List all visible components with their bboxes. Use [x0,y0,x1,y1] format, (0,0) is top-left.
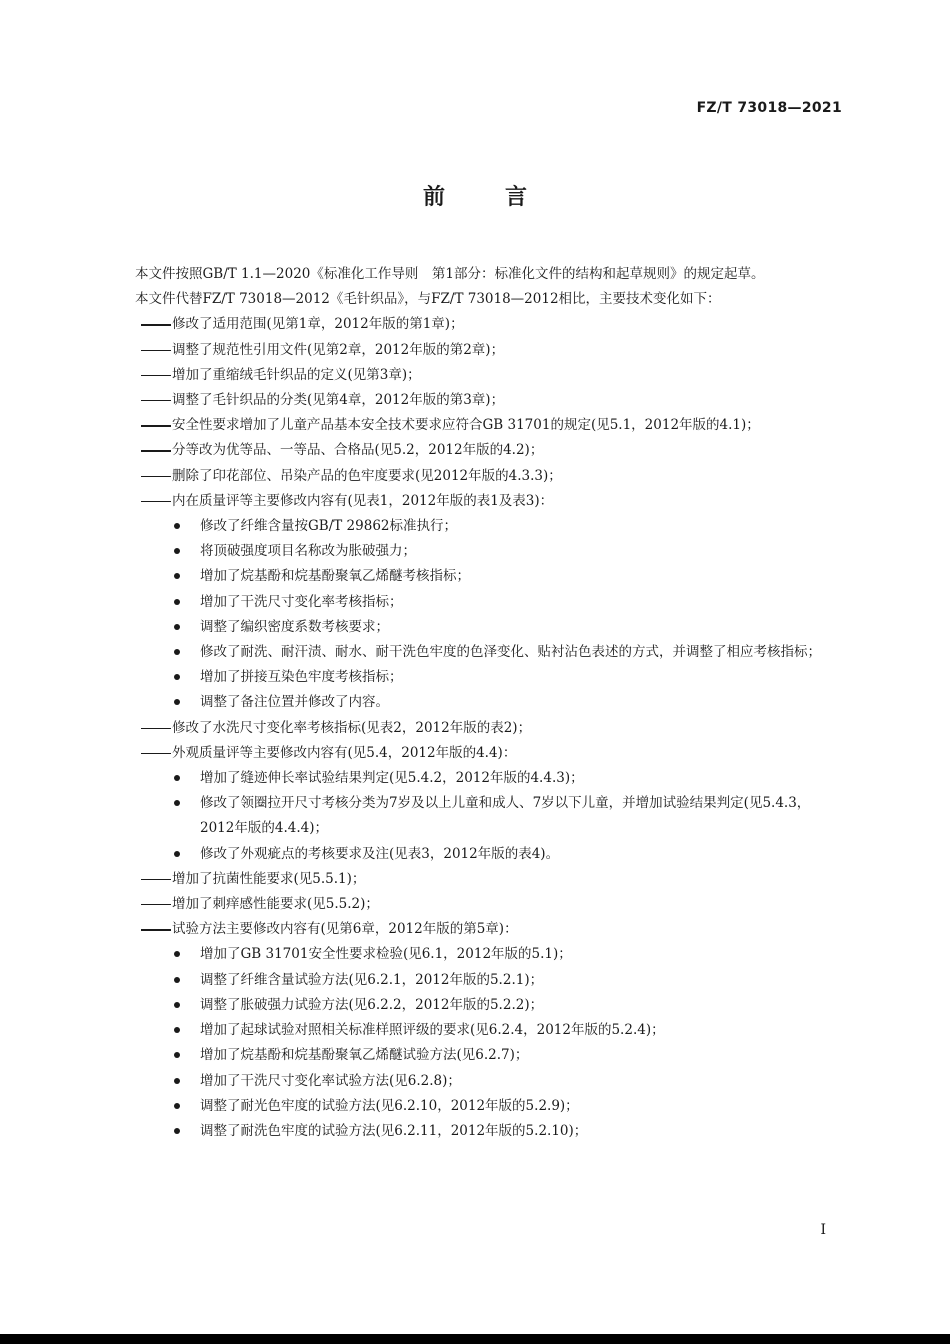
change-subitem [108,842,844,867]
change-text: 调整了纤维含量试验方法(见6.2.1，2012年版的5.2.1)； [200,971,544,988]
change-text: 分等改为优等品、一等品、合格品(见5.2，2012年版的4.2)； [172,442,544,459]
change-subitem [108,993,844,1018]
dash-marker [141,879,171,880]
change-text: 试验方法主要修改内容有(见第6章，2012年版的第5章)： [172,921,518,938]
change-text: 调整了编织密度系数考核要求； [200,618,389,635]
change-text: 增加了干洗尺寸变化率考核指标； [200,593,403,610]
change-item [108,363,844,388]
dash-marker [141,350,171,351]
bullet-dot-icon [174,1078,180,1084]
change-subitem [108,1018,844,1043]
change-text: 内在质量评等主要修改内容有(见表1，2012年版的表1及表3)： [172,492,554,509]
change-text: 调整了规范性引用文件(见第2章，2012年版的第2章)； [172,341,505,358]
bullet-dot-icon [174,523,180,529]
change-text: 增加了刺痒感性能要求(见5.5.2)； [172,896,379,913]
bullet-dot-icon [174,1002,180,1008]
dash-marker [141,904,171,905]
bullet-dot-icon [174,951,180,957]
change-subitem [108,942,844,967]
change-text: 增加了缝迹伸长率试验结果判定(见5.4.2，2012年版的4.4.3)； [200,770,584,787]
bullet-dot-icon [174,674,180,680]
dash-marker [141,476,171,477]
change-item [108,388,844,413]
change-text: 修改了领圈拉开尺寸考核分类为7岁及以上儿童和成人、7岁以下儿童，并增加试验结果判定(见5.4.3，2012年版的4.4.4)； [200,795,811,837]
page-title: 前言 [422,185,587,210]
dash-marker [141,450,171,451]
bullet-dot-icon [174,573,180,579]
change-subitem [108,514,844,539]
bullet-dot-icon [174,1052,180,1058]
bullet-dot-icon [174,977,180,983]
dash-marker [141,753,171,754]
bullet-dot-icon [174,1027,180,1033]
change-text: 调整了毛针织品的分类(见第4章，2012年版的第3章)； [172,392,505,409]
dash-marker [141,400,171,401]
change-subitem [108,766,844,791]
bullet-dot-icon [174,800,180,806]
change-text: 修改了纤维含量按GB/T 29862标准执行； [200,518,457,535]
change-text: 调整了耐洗色牢度的试验方法(见6.2.11，2012年版的5.2.10)； [200,1122,588,1139]
dash-marker [141,425,171,426]
change-item [108,489,844,514]
change-item [108,413,844,438]
change-text: 将顶破强度项目名称改为胀破强力； [200,543,416,560]
change-text: 调整了胀破强力试验方法(见6.2.2，2012年版的5.2.2)； [200,996,544,1013]
intro-paragraph: 本文件按照GB/T 1.1—2020《标准化工作导则 第1部分：标准化文件的结构和起草规则》的规定起草。 [135,266,765,282]
bullet-dot-icon [174,1128,180,1134]
change-text: 增加了抗菌性能要求(见5.5.1)； [172,870,366,887]
document-body [108,262,844,1144]
change-text: 增加了烷基酚和烷基酚聚氧乙烯醚试验方法(见6.2.7)； [200,1047,529,1064]
change-text: 修改了水洗尺寸变化率考核指标(见表2，2012年版的表2)； [172,719,532,736]
dash-marker [141,728,171,729]
change-subitem [108,1069,844,1094]
change-text: 外观质量评等主要修改内容有(见5.4，2012年版的4.4)： [172,744,517,761]
dash-marker [141,501,171,502]
change-item [108,338,844,363]
change-subitem [108,665,844,690]
change-subitem [108,690,844,715]
changes-list [108,312,844,1144]
change-item [108,464,844,489]
change-text: 调整了备注位置并修改了内容。 [200,694,389,711]
dash-marker [141,929,171,930]
change-item [108,917,844,942]
bullet-dot-icon [174,624,180,630]
change-subitem [108,564,844,589]
change-text: 安全性要求增加了儿童产品基本安全技术要求应符合GB 31701的规定(见5.1，2012年版的4.1)； [172,417,760,434]
change-subitem [108,640,844,665]
bullet-dot-icon [174,1103,180,1109]
bullet-dot-icon [174,599,180,605]
change-item [108,867,844,892]
change-text: 增加了拼接互染色牢度考核指标； [200,669,403,686]
change-subitem [108,1094,844,1119]
bullet-dot-icon [174,548,180,554]
standard-number: FZ/T 73018—2021 [696,100,842,116]
change-text: 增加了烷基酚和烷基酚聚氧乙烯醚考核指标； [200,568,470,585]
bottom-border [0,1334,950,1344]
change-text: 增加了GB 31701安全性要求检验(见6.1，2012年版的5.1)； [200,946,572,963]
change-subitem [108,791,844,841]
change-subitem [108,539,844,564]
bullet-dot-icon [174,699,180,705]
dash-marker [141,375,171,376]
change-text: 调整了耐光色牢度的试验方法(见6.2.10，2012年版的5.2.9)； [200,1097,579,1114]
change-item [108,716,844,741]
change-text: 增加了干洗尺寸变化率试验方法(见6.2.8)； [200,1072,461,1089]
page-number: I [820,1222,826,1238]
bullet-dot-icon [174,775,180,781]
replacement-paragraph: 本文件代替FZ/T 73018—2012《毛针织品》，与FZ/T 73018—2012相比，主要技术变化如下： [135,291,721,308]
change-subitem [108,1119,844,1144]
change-item [108,892,844,917]
change-text: 修改了适用范围(见第1章，2012年版的第1章)； [172,316,464,333]
bullet-dot-icon [174,649,180,655]
change-item [108,741,844,766]
change-text: 增加了重缩绒毛针织品的定义(见第3章)； [172,366,421,383]
change-subitem [108,590,844,615]
change-text: 修改了外观疵点的考核要求及注(见表3，2012年版的表4)。 [200,845,560,862]
change-text: 删除了印花部位、吊染产品的色牢度要求(见2012年版的4.3.3)； [172,467,562,484]
change-item [108,438,844,463]
dash-marker [141,324,171,325]
change-text: 增加了起球试验对照相关标准样照评级的要求(见6.2.4，2012年版的5.2.4)； [200,1022,665,1039]
change-subitem [108,968,844,993]
change-subitem [108,615,844,640]
change-item [108,312,844,337]
bullet-dot-icon [174,851,180,857]
change-subitem [108,1043,844,1068]
change-text: 修改了耐洗、耐汗渍、耐水、耐干洗色牢度的色泽变化、贴衬沾色表述的方式，并调整了相应考核指标； [200,644,821,661]
